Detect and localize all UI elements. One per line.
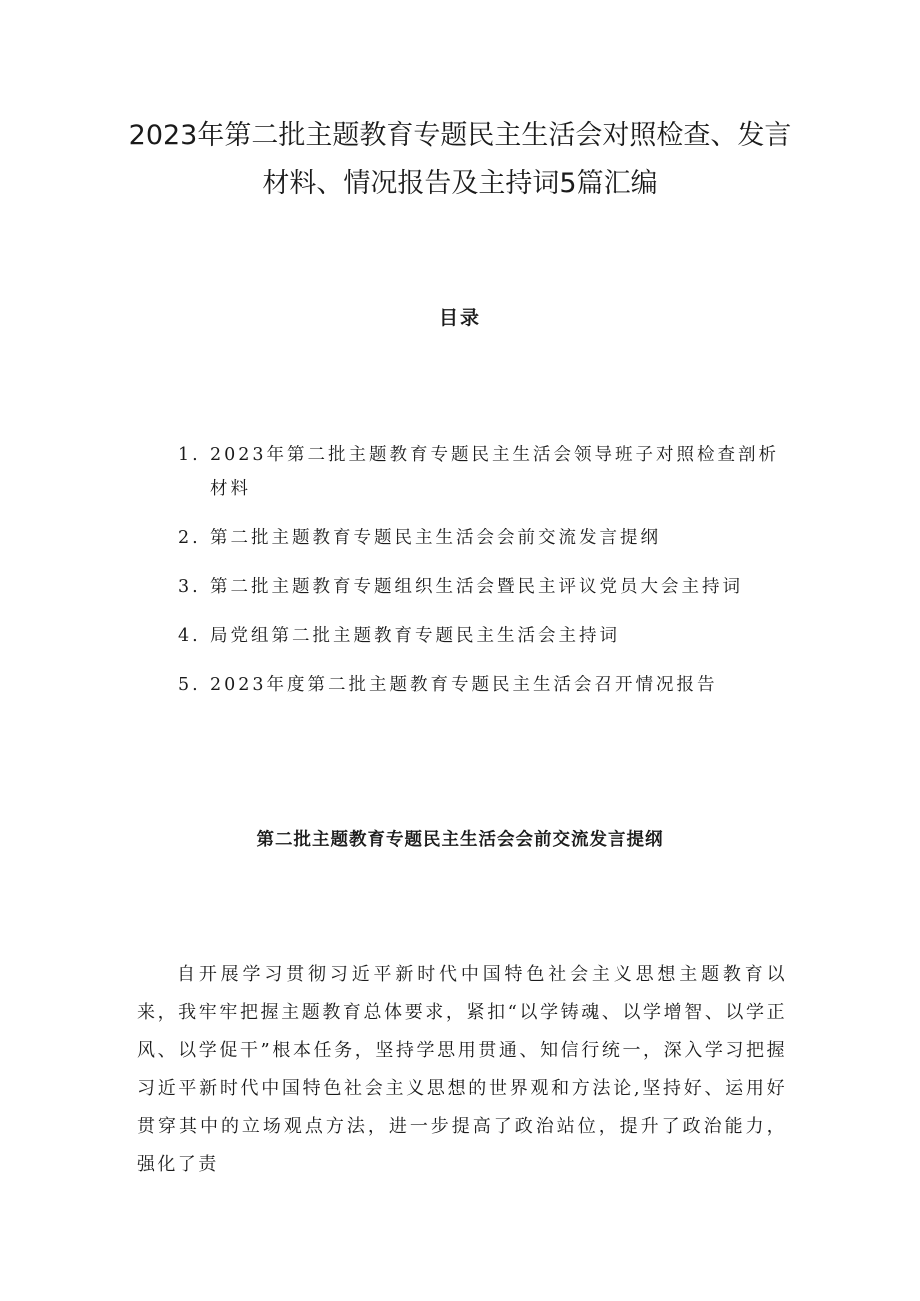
toc-item-text: 2023年度第二批主题教育专题民主生活会召开情况报告 xyxy=(210,675,718,695)
document-title: 2023年第二批主题教育专题民主生活会对照检查、发言材料、情况报告及主持词5篇汇编 xyxy=(128,120,792,199)
toc-item xyxy=(178,521,798,555)
toc-item xyxy=(178,570,798,604)
toc-item-number: 5. xyxy=(178,675,201,695)
toc-item-text: 第二批主题教育专题民主生活会会前交流发言提纲 xyxy=(210,528,661,548)
toc-item-text: 2023年第二批主题教育专题民主生活会领导班子对照检查剖析材料 xyxy=(210,445,780,499)
toc-item xyxy=(178,668,798,702)
section-heading: 第二批主题教育专题民主生活会会前交流发言提纲 xyxy=(256,830,664,850)
toc-item-number: 1. xyxy=(178,445,201,465)
body-paragraph: 自开展学习贯彻习近平新时代中国特色社会主义思想主题教育以来，我牢牢把握主题教育总体要求，紧扣“以学铸魂、以学增智、以学正风、以学促干”根本任务，坚持学思用贯通、知信行统一，深入学习把握习近平新时代中国特色社会主义思想的世界观和方法论,坚持好、运用好贯穿其中的立场观点方法，进一步提高了政治站位，提升了政治能力，强化了责 xyxy=(137,964,787,1175)
table-of-contents xyxy=(178,438,798,717)
toc-item-text: 第二批主题教育专题组织生活会暨民主评议党员大会主持词 xyxy=(210,577,743,597)
toc-item-number: 4. xyxy=(178,626,201,646)
toc-item-number: 3. xyxy=(178,577,201,597)
toc-item xyxy=(178,619,798,653)
toc-item xyxy=(178,438,798,506)
toc-heading: 目录 xyxy=(438,307,481,329)
toc-item-number: 2. xyxy=(178,528,201,548)
toc-item-text: 局党组第二批主题教育专题民主生活会主持词 xyxy=(210,626,620,646)
